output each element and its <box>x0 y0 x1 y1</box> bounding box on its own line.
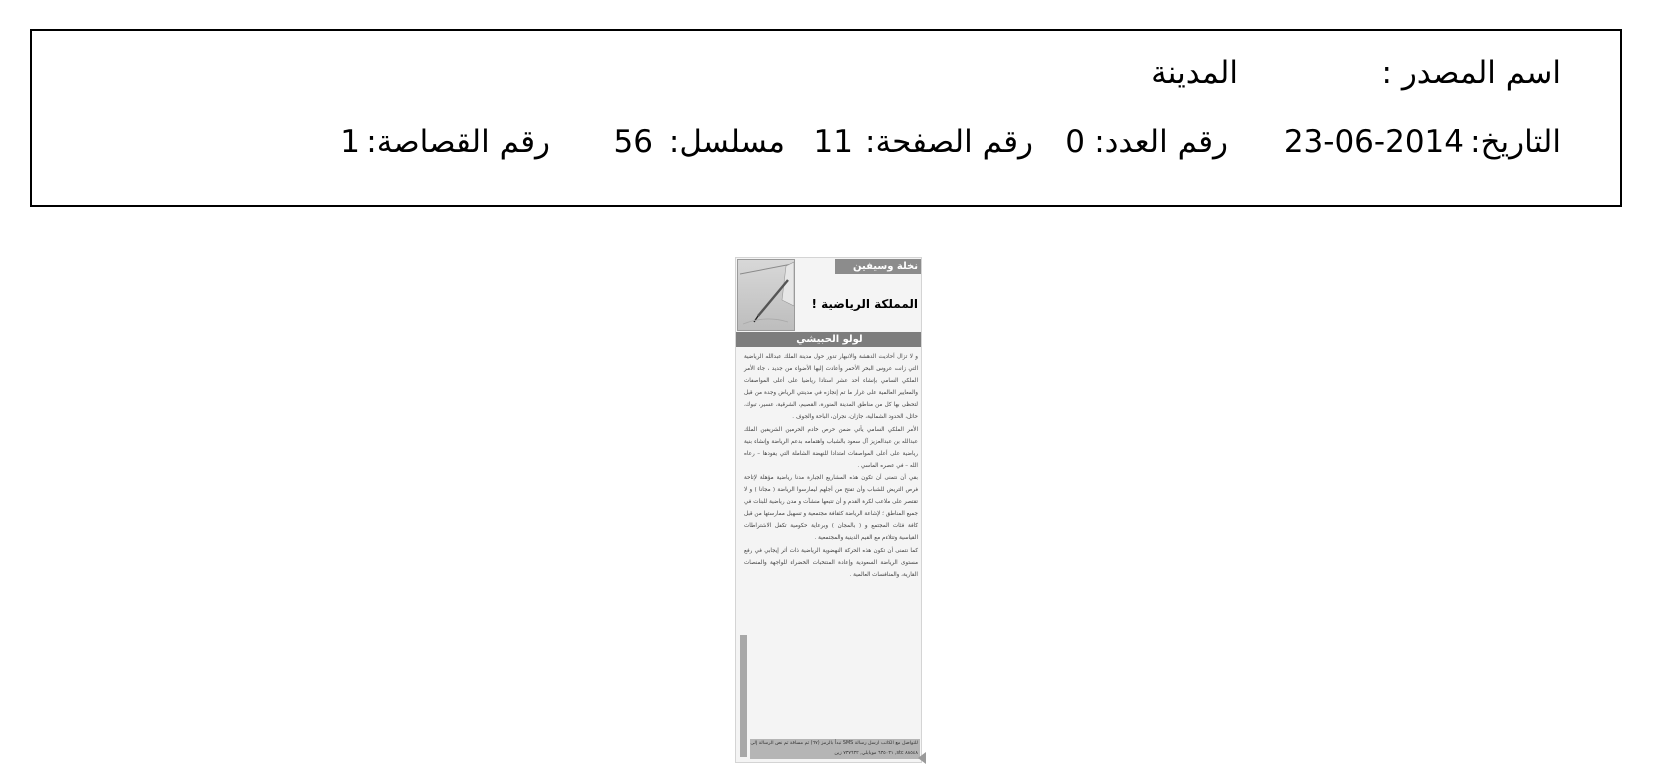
serial-label: مسلسل: <box>668 124 785 160</box>
author-byline: لولو الحبيشي <box>736 332 922 347</box>
newspaper-clipping <box>735 257 922 763</box>
article-headline: المملكة الرياضية ! <box>811 297 918 311</box>
metadata-header <box>30 29 1622 207</box>
contact-footer: للتواصل مع الكاتب ارسل رسالة SMS تبدأ بالرمز (٦٧) ثم مسافة ثم نص الرسالة إلى ٨٨٥٤٨ stc, ٦٣٥٠٣١ موبايلي, ٧٣٧٦٣٢ زين <box>750 739 920 759</box>
article-body <box>744 351 918 581</box>
issue-label: رقم العدد: <box>1094 124 1228 160</box>
date-label: التاريخ: <box>1470 124 1561 160</box>
date-value: 23-06-2014 <box>1283 124 1464 160</box>
page-value: 11 <box>813 124 853 160</box>
email-sidebar <box>740 635 747 757</box>
source-value: المدينة <box>1151 55 1238 91</box>
page-label: رقم الصفحة: <box>865 124 1033 160</box>
page-corner-marker <box>918 752 926 764</box>
clip-number-value: 1 <box>340 124 360 160</box>
article-paragraph: بقي أن نتمنى أن تكون هذه المشاريع الجبارة مدنا رياضية مؤهلة لإتاحة فرص التريض للشباب وأن تفتح من أجلهم ليمارسوا الرياضة ( مجانا ) و لا تقتصر على ملاعب لكرة القدم و أن تتبعها منشآت و مدن رياضية للبنات في جميع المناطق ؛ لإشاعة الرياضة كثقافة مجتمعية و تسهيل ممارستها من قبل كافة فئات المجتمع و ( بالمجان ) وبرعاية حكومية تكفل الاشتراطات القياسية وتتلاءم مع القيم الدينية والمجتمعية . <box>744 474 918 542</box>
article-paragraph: كما نتمنى أن تكون هذه الحركة النهضوية الرياضية ذات أثر إيجابي في رفع مستوى الرياضة السعودية وإعادة المنتخبات الخضراء للواجهة والمنصات القارية، والمنافسات العالمية . <box>744 547 918 578</box>
source-label: اسم المصدر : <box>1381 55 1561 91</box>
serial-value: 56 <box>613 124 653 160</box>
clip-number-label: رقم القصاصة: <box>366 124 550 160</box>
column-kicker: نخلة وسيفين <box>835 259 921 274</box>
pen-hand-icon <box>737 259 795 331</box>
article-paragraph: الأمر الملكي السامي يأتي ضمن حرص خادم الحرمين الشريفين الملك عبدالله بن عبدالعزيز آل سعود بالشباب واهتمامه بدعم الرياضة وإنشاء بنية رياضية على أعلى المواصفات امتدادا للنهضة الشاملة التي يقودها – رعاه الله – في عصره الماسي . <box>744 426 918 469</box>
article-paragraph: و لا تزال أحاديث الدهشة والانبهار تدور حول مدينة الملك عبدالله الرياضية التي زانت عروس البحر الأحمر وأعادت إليها الأضواء من جديد ، جاء الأمر الملكي السامي بإنشاء أحد عشر استادا رياضيا على أعلى المواصفات والمعايير العالمية على غرار ما تم إنجازه في مدينتي الرياض وجدة من قبل لتحظى بها كل من مناطق المدينة المنورة، القصيم، الشرقية، عسير، تبوك، حائل، الحدود الشمالية، جازان، نجران، الباحة والجوف . <box>744 354 918 421</box>
issue-value: 0 <box>1065 124 1085 160</box>
